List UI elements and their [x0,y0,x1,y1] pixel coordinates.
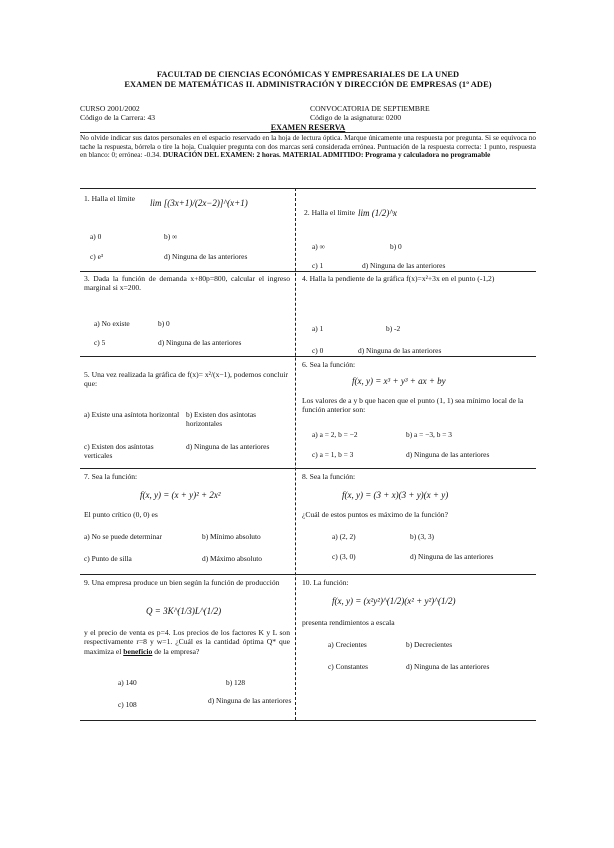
q1-formula: lim [(3x+1)/(2x−2)]^(x+1) [150,198,248,208]
q7-option-b: b) Mínimo absoluto [202,532,261,541]
q9-option-a: a) 140 [118,678,137,687]
q4-option-d: d) Ninguna de las anteriores [358,346,442,355]
q5-option-b: b) Existen dos asíntotas horizontales [186,410,256,428]
q4-stem: 4. Halla la pendiente de la gráfica f(x)=x²+3x en el punto (-1,2) [302,274,495,283]
q10-formula: f(x, y) = (x²y²)^(1/2)(x² + y²)^(1/2) [332,596,456,606]
q7-option-d: d) Máximo absoluto [202,554,262,563]
q10-stem: 10. La función: [302,578,349,587]
q8-option-d: d) Ninguna de las anteriores [410,552,494,561]
q7-formula: f(x, y) = (x + y)² + 2x² [140,490,221,500]
q5-option-d: d) Ninguna de las anteriores [186,442,270,451]
q1-option-b: b) ∞ [164,232,178,241]
faculty-title: FACULTAD DE CIENCIAS ECONÓMICAS Y EMPRESARIALES DE LA UNED [156,70,460,79]
q2-formula: lim (1/2)^x [358,208,398,218]
questions-grid [80,188,536,718]
q8-body: ¿Cuál de estos puntos es máximo de la función? [302,510,448,519]
q10-body: presenta rendimientos a escala [302,618,395,627]
q2-option-a: a) ∞ [312,242,325,251]
instructions-duration: DURACIÓN DEL EXAMEN: 2 horas. MATERIAL ADMITIDO: Programa y calculadora no programable [162,151,491,160]
q9-body-end: de la empresa? [154,646,200,656]
exam-meta [80,104,536,122]
q1-option-a: a) 0 [90,232,102,241]
q5-option-c: c) Existen dos asíntotas verticales [84,442,154,460]
q6-option-c: c) a = 1, b = 3 [312,450,354,459]
q7-stem: 7. Sea la función: [84,472,138,481]
instructions [80,132,536,160]
q7-body: El punto crítico (0, 0) es [84,510,158,519]
q8-formula: f(x, y) = (3 + x)(3 + y)(x + y) [342,490,449,500]
q4-option-b: b) -2 [386,324,401,333]
q9-formula: Q = 3K^(1/3)L^(1/2) [146,606,222,616]
q1-option-c: c) e³ [90,252,104,261]
q1-option-d: d) Ninguna de las anteriores [164,252,248,261]
q9-body-emphasis: beneficio [123,646,153,656]
q9-option-d: d) Ninguna de las anteriores [208,696,292,705]
course-year: CURSO 2001/2002 [80,104,140,113]
q6-option-b: b) a = −3, b = 3 [406,430,452,439]
q7-option-a: a) No se puede determinar [84,532,162,541]
q8-option-c: c) (3, 0) [332,552,356,561]
q2-option-b: b) 0 [390,242,402,251]
q2-option-d: d) Ninguna de las anteriores [362,261,446,270]
q9-body [84,628,290,656]
q1-stem: 1. Halla el límite [84,194,136,203]
exam-session: CONVOCATORIA DE SEPTIEMBRE [310,104,430,113]
q4-option-a: a) 1 [312,324,324,333]
exam-title: EXAMEN DE MATEMÁTICAS II. ADMINISTRACIÓN Y DIRECCIÓN DE EMPRESAS (1º ADE) [124,80,492,89]
q6-formula: f(x, y) = x³ + y³ + ax + by [352,376,446,386]
q3-stem: 3. Dada la función de demanda x+80p=800, calcular el ingreso marginal si x=200. [84,274,290,293]
q9-option-b: b) 128 [226,678,246,687]
q6-stem: 6. Sea la función: [302,360,356,369]
q9-option-c: c) 108 [118,700,137,709]
q10-option-b: b) Decrecientes [406,640,453,649]
q5-stem: 5. Una vez realizada la gráfica de f(x)= x²/(x−1), podemos concluir que: [84,370,288,389]
q10-option-d: d) Ninguna de las anteriores [406,662,490,671]
q3-option-c: c) 5 [94,338,106,347]
instructions-text: No olvide indicar sus datos personales en el espacio reservado en la hoja de lectura óptica. Marque únicamente una respuesta por pregunta. Si se equivoca no tache la respuesta, bórrela o tire la hoja. Cualquier pregunta con dos marcas será considerada errónea. Puntuación de la respuesta correcta: 1 punto, respuesta en blanco: 0; errónea: -0.34. [80,134,536,160]
q8-option-b: b) (3, 3) [410,532,435,541]
q8-stem: 8. Sea la función: [302,472,356,481]
career-code: Código de la Carrera: 43 [80,113,156,122]
q6-option-a: a) a = 2, b = −2 [312,430,358,439]
q10-option-c: c) Constantes [328,662,369,671]
q9-body-text: y el precio de venta es p=4. Los precios de los factores K y L son respectivamente r=8 y w=1. ¿Cuál es la cantidad óptima Q* que maximiza el [84,628,290,656]
q3-option-b: b) 0 [158,319,170,328]
q3-option-a: a) No existe [94,319,130,328]
q4-option-c: c) 0 [312,346,324,355]
q5-option-a: a) Existe una asíntota horizontal [84,410,180,419]
q7-option-c: c) Punto de silla [84,554,132,563]
q3-option-d: d) Ninguna de las anteriores [158,338,242,347]
q10-option-a: a) Crecientes [328,640,367,649]
exam-type: EXAMEN RESERVA [270,123,346,132]
q8-option-a: a) (2, 2) [332,532,356,541]
q2-option-c: c) 1 [312,261,324,270]
q6-body: Los valores de a y b que hacen que el punto (1, 1) sea mínimo local de la función anterior son: [302,396,524,415]
subject-code: Código de la asignatura: 0200 [310,113,402,122]
q9-stem: 9. Una empresa produce un bien según la función de producción [84,578,280,587]
q2-stem: 2. Halla el límite [304,208,356,217]
exam-page [80,70,536,160]
q6-option-d: d) Ninguna de las anteriores [406,450,490,459]
